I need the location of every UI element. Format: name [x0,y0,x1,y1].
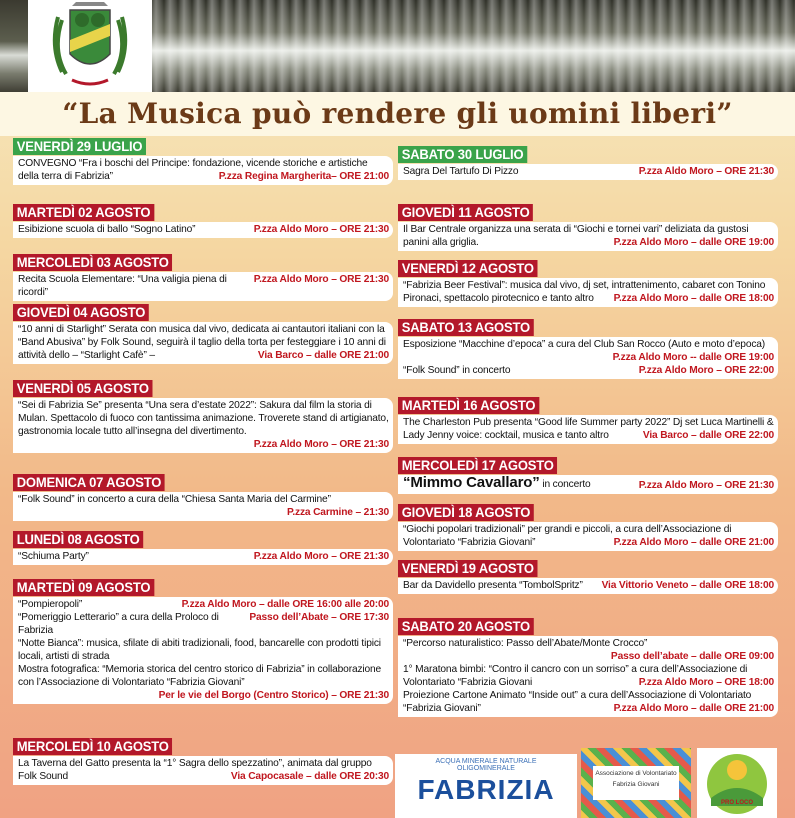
event-description: 1° Maratona bimbi: “Contro il cancro con un sorriso” a cura dell’Associazione di Volontariato “Fabrizia Giovani [403,664,748,688]
event-date-header: VENERDÌ 29 LUGLIO [13,138,146,155]
event-day [398,260,778,307]
event-description: CONVEGNO “Fra i boschi del Principe: fondazione, vicende storiche e artistiche della terra di Fabrizia” [18,158,368,182]
event-box [398,337,778,379]
event-item [403,637,774,663]
waterfall-photo [150,0,795,92]
event-day [398,618,778,717]
event-item [403,165,774,178]
sponsor-logos [395,748,795,818]
event-box [398,222,778,251]
event-description: “10 anni di Starlight” Serata con musica dal vivo, dedicata ai cantautori italiani con la “Band Abusiva” by Folk Sound, seguirà il taglio della torta per festeggiare i 10 anni di attività dello – “Starlight Cafè” – [18,324,386,361]
event-date-header: VENERDÌ 05 AGOSTO [13,380,153,397]
event-description: “Notte Bianca”: musica, sfilate di abiti tradizionali, food, bancarelle con prodotti tipici locali, artisti di strada [18,638,381,662]
event-location-time: Via Barco – dalle ORE 21:00 [257,350,389,361]
event-item [403,223,774,249]
event-location-time: P.zza Aldo Moro – ORE 21:30 [638,480,774,491]
event-day [13,531,393,565]
event-date-header: GIOVEDÌ 04 AGOSTO [13,304,149,321]
event-item [403,416,774,442]
event-box [398,522,778,551]
event-description: “Folk Sound” in concerto a cura della “Chiesa Santa Maria del Carmine” [18,494,331,505]
event-description: “Mimmo Cavallaro” [403,474,540,491]
event-date-header: MERCOLEDÌ 17 AGOSTO [398,457,557,474]
event-description: The Charleston Pub presenta “Good life Summer party 2022” Dj set Luca Martinelli & Lady Jenny voice: cocktail, musica e tanto altro [403,417,774,441]
event-location-time: P.zza Aldo Moro – ORE 21:30 [638,166,774,177]
event-description: Recita Scuola Elementare: “Una valigia piena di ricordi” [18,274,227,298]
event-description: Proiezione Cartone Animato “Inside out” a cura dell’Associazione di Volontariato “Fabrizia Giovani” [403,690,752,714]
event-description-wrap [403,579,583,592]
event-location-time: Via Vittorio Veneto – dalle ORE 18:00 [601,580,774,591]
event-item [18,273,389,299]
event-description: Sagra Del Tartufo Di Pizzo [403,166,519,177]
event-description-suffix: in concerto [539,479,591,490]
event-item [403,523,774,549]
event-day [13,138,393,185]
event-box [13,492,393,521]
event-item [18,663,389,702]
event-box [13,756,393,785]
event-description: “Pomeriggio Letterario” a cura della Proloco di Fabrizia [18,612,219,636]
event-location-time: P.zza Carmine – 21:30 [287,507,389,518]
event-item [403,663,774,689]
event-box [398,578,778,594]
event-location-time: P.zza Regina Margherita– ORE 21:00 [218,171,389,182]
event-description-wrap [18,273,248,299]
event-date-header: MERCOLEDÌ 03 AGOSTO [13,254,172,271]
event-description-wrap [18,598,82,611]
event-item [18,550,389,563]
event-location-time: P.zza Aldo Moro – dalle ORE 18:00 [613,293,774,304]
association-logo-line1: Associazione di Volontariato [595,770,677,777]
event-date-header: MARTEDÌ 02 AGOSTO [13,204,154,221]
event-description-wrap [18,223,195,236]
event-day [13,204,393,238]
event-location-time: Passo dell’abate – dalle ORE 09:00 [610,651,774,662]
event-date-header: MARTEDÌ 09 AGOSTO [13,579,154,596]
proloco-logo [697,748,777,818]
event-item [403,476,774,492]
event-location-time: P.zza Aldo Moro – dalle ORE 21:00 [613,537,774,548]
event-day [398,204,778,251]
event-day [13,579,393,704]
event-location-time: P.zza Aldo Moro -- dalle ORE 19:00 [612,352,774,363]
event-location-time: P.zza Aldo Moro – ORE 18:00 [638,677,774,688]
event-day [398,319,778,379]
event-item [403,338,774,364]
event-date-header: MERCOLEDÌ 10 AGOSTO [13,738,172,755]
event-box [13,222,393,238]
event-location-time: P.zza Aldo Moro – dalle ORE 19:00 [613,237,774,248]
event-description: Il Bar Centrale organizza una serata di “Giochi e tornei vari” deliziata da gustosi panini alla griglia. [403,224,749,248]
event-item [403,689,774,715]
event-day [398,504,778,551]
event-box [13,597,393,704]
event-description: Mostra fotografica: “Memoria storica del centro storico di Fabrizia” in collaborazione con l’Associazione di Volontariato “Fabrizia Giovani” [18,664,382,688]
event-description-wrap [403,165,518,178]
event-description: La Taverna del Gatto presenta la “1° Sagra dello spezzatino”, animata dal gruppo Folk Sound [18,758,372,782]
poster-title: “La Musica può rendere gli uomini liberi” [0,92,795,136]
event-description: Esposizione “Macchine d’epoca” a cura del Club San Rocco (Auto e moto d’epoca) [403,339,766,350]
event-item [18,323,389,362]
event-box [13,272,393,301]
event-date-header: SABATO 30 LUGLIO [398,146,527,163]
event-location-time: P.zza Aldo Moro – dalle ORE 16:00 alle 20:00 [181,599,389,610]
event-description: “Folk Sound” in concerto [403,365,511,376]
event-day [398,397,778,444]
event-description: Esibizione scuola di ballo “Sogno Latino” [18,224,196,235]
event-box [13,322,393,364]
header-banner [0,0,795,92]
event-box [398,636,778,717]
event-day [398,457,778,494]
event-description: “Schiuma Party” [18,551,89,562]
event-date-header: VENERDÌ 19 AGOSTO [398,560,538,577]
event-date-header: SABATO 20 AGOSTO [398,618,534,635]
event-location-time: P.zza Aldo Moro – ORE 21:30 [253,224,389,235]
water-logo-brand: FABRIZIA [417,774,555,805]
event-day [398,146,778,180]
event-location-time: Via Barco – dalle ORE 22:00 [642,430,774,441]
event-box [13,549,393,565]
event-description: “Pompieropoli” [18,599,83,610]
event-description: Bar da Davidello presenta “TombolSpritz” [403,580,583,591]
event-day [398,560,778,594]
event-description: “Giochi popolari tradizionali” per grandi e piccoli, a cura dell’Associazione di Volontariato “Fabrizia Giovani” [403,524,732,548]
event-box [398,278,778,307]
event-description-wrap [18,611,243,637]
event-item [18,399,389,451]
event-box [398,475,778,494]
event-day [13,304,393,364]
event-location-time: P.zza Aldo Moro – ORE 22:00 [638,365,774,376]
event-description-wrap [18,637,389,663]
event-description: “Sei di Fabrizia Se” presenta “Una sera d’estate 2022”: Sakura dal film la storia di Mulan. Spettacolo di fuoco con tantissima animazione. Troverete stand di artigianato, gastronomia locale tutto all’insegna del divertimento. [18,400,389,437]
event-day [13,738,393,785]
event-item [18,637,389,663]
event-day [13,474,393,521]
event-location-time: Per le vie del Borgo (Centro Storico) – ORE 21:30 [158,690,389,701]
event-item [403,579,774,592]
event-date-header: GIOVEDÌ 11 AGOSTO [398,204,533,221]
event-item [403,279,774,305]
event-date-header: GIOVEDÌ 18 AGOSTO [398,504,534,521]
event-box [398,415,778,444]
proloco-logo-text: PRO LOCO [720,800,753,806]
water-logo [395,754,577,818]
event-date-header: DOMENICA 07 AGOSTO [13,474,165,491]
event-location-time: Passo dell’Abate – ORE 17:30 [249,612,389,623]
event-location-time: P.zza Aldo Moro – ORE 21:30 [253,551,389,562]
association-logo-line2: Fabrizia Giovani [612,781,660,788]
event-item [18,493,389,519]
event-item [18,223,389,236]
event-description: “Fabrizia Beer Festival”: musica dal vivo, dj set, intrattenimento, cabaret con Tonino Pironaci, spettacolo pirotecnico e tanto altro [403,280,766,304]
event-description-wrap [18,550,89,563]
event-day [13,380,393,453]
event-location-time: Via Capocasale – dalle ORE 20:30 [230,771,389,782]
event-description: “Percorso naturalistico: Passo dell’Abate/Monte Crocco” [403,638,648,649]
event-day [13,254,393,301]
association-logo [581,748,691,818]
event-date-header: SABATO 13 AGOSTO [398,319,534,336]
event-item [18,611,389,637]
event-box [13,398,393,453]
event-location-time: P.zza Aldo Moro – ORE 21:30 [253,439,389,450]
event-box [13,156,393,185]
event-item [403,364,774,377]
event-date-header: MARTEDÌ 16 AGOSTO [398,397,539,414]
event-item [18,757,389,783]
event-box [398,164,778,180]
event-location-time: P.zza Aldo Moro – dalle ORE 21:00 [613,703,774,714]
event-item [18,157,389,183]
event-date-header: LUNEDÌ 08 AGOSTO [13,531,143,548]
event-description-wrap [403,364,510,377]
event-location-time: P.zza Aldo Moro – ORE 21:30 [253,274,389,285]
water-logo-line1: ACQUA MINERALE NATURALE [435,758,537,765]
town-crest [28,0,152,92]
event-date-header: VENERDÌ 12 AGOSTO [398,260,538,277]
water-logo-line2: OLIGOMINERALE [457,765,515,772]
event-item [18,598,389,611]
event-description-wrap [403,476,591,491]
